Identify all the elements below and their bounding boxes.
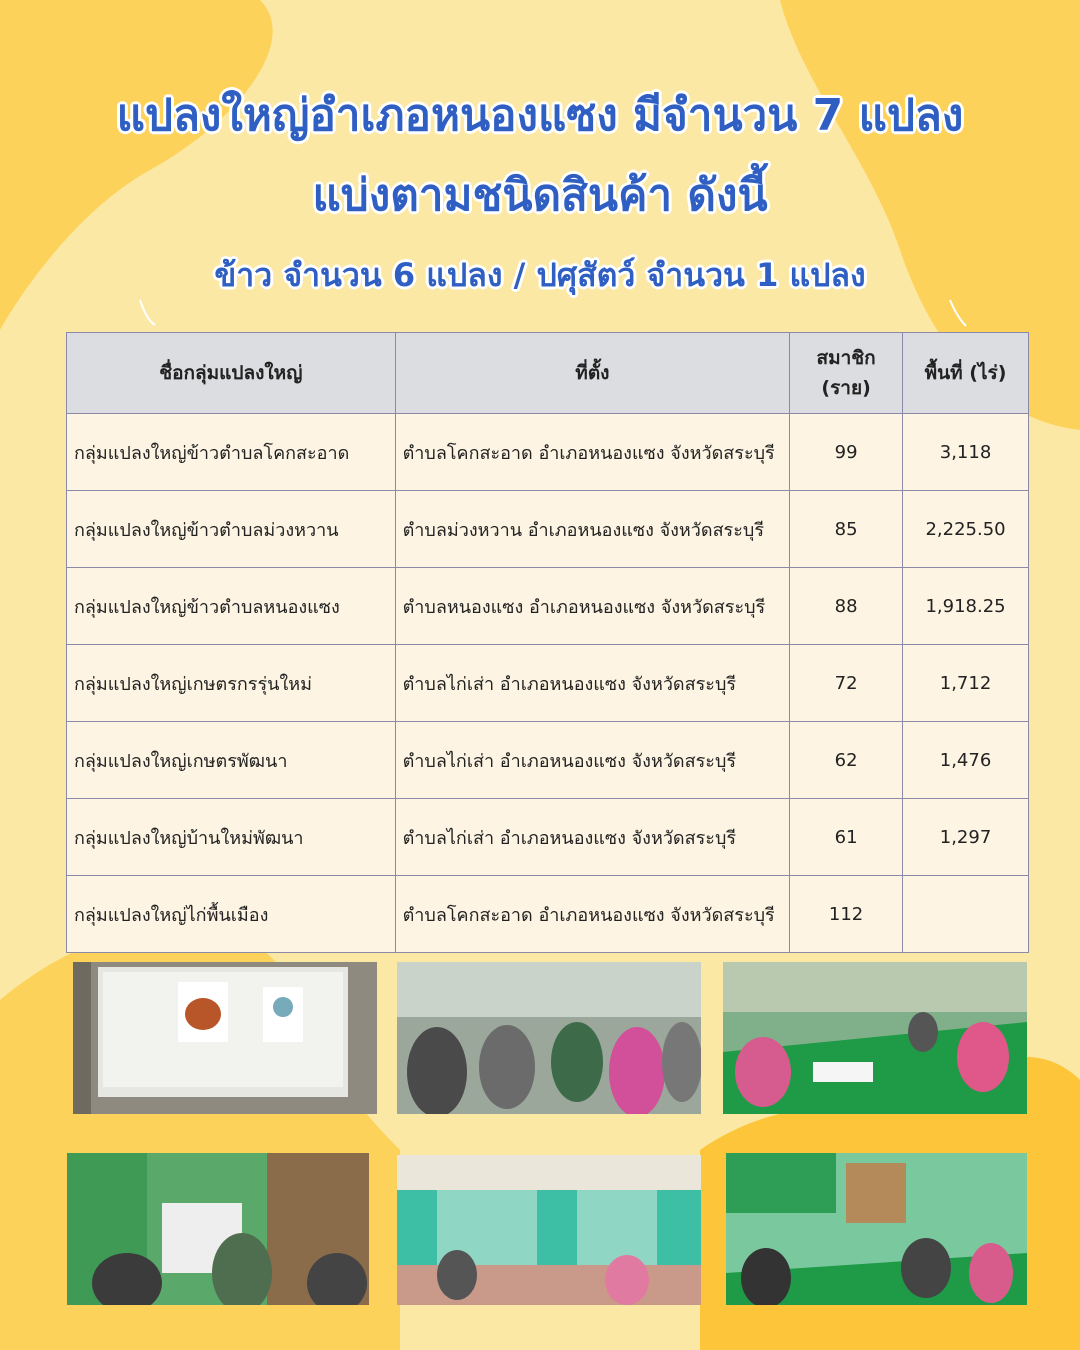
page-title-line1: แปลงใหญ่อำเภอหนองแซง มีจำนวน 7 แปลง [116, 90, 964, 141]
page-title-line2: แบ่งตามชนิดสินค้า ดังนี้ [312, 170, 768, 221]
cell-name: กลุ่มแปลงใหญ่เกษตรพัฒนา [67, 722, 396, 799]
cell-members: 99 [790, 414, 903, 491]
photo-outdoor-meeting [397, 962, 701, 1114]
photo-group-raising-hands [723, 962, 1027, 1114]
cell-location: ตำบลม่วงหวาน อำเภอหนองแซง จังหวัดสระบุรี [395, 491, 790, 568]
cell-area: 1,918.25 [903, 568, 1029, 645]
cell-members: 88 [790, 568, 903, 645]
table-row [67, 414, 1029, 491]
cell-area [903, 876, 1029, 953]
table-row [67, 722, 1029, 799]
photo-classroom-meeting [397, 1155, 701, 1305]
table-header-row [67, 333, 1029, 414]
table-row [67, 568, 1029, 645]
header-area: พื้นที่ (ไร่) [903, 333, 1029, 414]
table-row [67, 645, 1029, 722]
cell-area: 2,225.50 [903, 491, 1029, 568]
cell-name: กลุ่มแปลงใหญ่บ้านใหม่พัฒนา [67, 799, 396, 876]
cell-members: 72 [790, 645, 903, 722]
cell-members: 85 [790, 491, 903, 568]
photo-doae-meeting [726, 1153, 1027, 1305]
cell-name: กลุ่มแปลงใหญ่ข้าวตำบลม่วงหวาน [67, 491, 396, 568]
cell-location: ตำบลโคกสะอาด อำเภอหนองแซง จังหวัดสระบุรี [395, 876, 790, 953]
plots-table [66, 332, 1029, 953]
cell-area: 1,712 [903, 645, 1029, 722]
cell-location: ตำบลไก่เส่า อำเภอหนองแซง จังหวัดสระบุรี [395, 722, 790, 799]
table-row [67, 491, 1029, 568]
cell-name: กลุ่มแปลงใหญ่ข้าวตำบลหนองแซง [67, 568, 396, 645]
cell-members: 62 [790, 722, 903, 799]
cell-location: ตำบลโคกสะอาด อำเภอหนองแซง จังหวัดสระบุรี [395, 414, 790, 491]
page-subtitle: ข้าว จำนวน 6 แปลง / ปศุสัตว์ จำนวน 1 แปลง [214, 256, 866, 294]
cell-members: 61 [790, 799, 903, 876]
table-row [67, 876, 1029, 953]
cell-location: ตำบลไก่เส่า อำเภอหนองแซง จังหวัดสระบุรี [395, 645, 790, 722]
cell-area: 1,476 [903, 722, 1029, 799]
header-name: ชื่อกลุ่มแปลงใหญ่ [67, 333, 396, 414]
header-members: สมาชิก (ราย) [790, 333, 903, 414]
cell-area: 3,118 [903, 414, 1029, 491]
cell-name: กลุ่มแปลงใหญ่เกษตรกรรุ่นใหม่ [67, 645, 396, 722]
cell-name: กลุ่มแปลงใหญ่ข้าวตำบลโคกสะอาด [67, 414, 396, 491]
header-location: ที่ตั้ง [395, 333, 790, 414]
cell-location: ตำบลไก่เส่า อำเภอหนองแซง จังหวัดสระบุรี [395, 799, 790, 876]
table-row [67, 799, 1029, 876]
photo-whiteboard-chicken [73, 962, 377, 1114]
cell-members: 112 [790, 876, 903, 953]
photo-office-meeting [67, 1153, 369, 1305]
cell-area: 1,297 [903, 799, 1029, 876]
cell-name: กลุ่มแปลงใหญ่ไก่พื้นเมือง [67, 876, 396, 953]
cell-location: ตำบลหนองแซง อำเภอหนองแซง จังหวัดสระบุรี [395, 568, 790, 645]
